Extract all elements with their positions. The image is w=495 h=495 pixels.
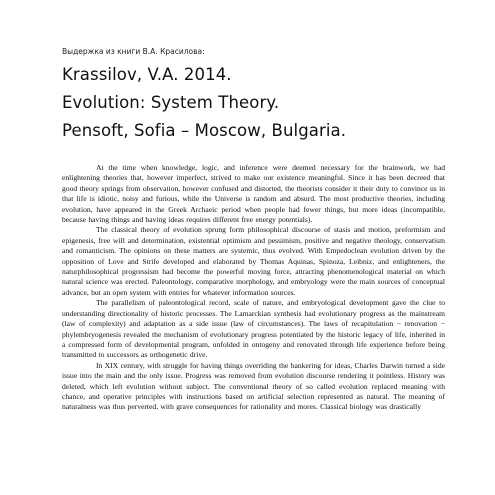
citation-title: Evolution: System Theory.	[62, 93, 280, 112]
paragraph: The parallelism of paleontological record, scale of nature, and embryological development gave the clue to understanding directionality of historic processes. The Lamarckian synthesis had evolutionary progress as the mainstream (law of complexity) and adaptation as a side issue (law of circumstances). The laws of recapitulation − renovation − phylembryogenesis revealed the mechanism of evolutionary progress potentiated by the historic legacy of life, inherited in a compressed form of developmental program, unfolded in ontogeny and renovated through life experience before being transmitted to successors as orthogenetic drive.	[62, 298, 445, 360]
paragraph: The classical theory of evolution sprung form philosophical discourse of stasis and motion, preformism and epigenesis, free will and determination, existential optimism and pessimism, positive and negative theology, conservatism and romanticism. The opinions on these matters are systemic, thus evolved. With Empedoclean evolution driven by the opposition of Love and Strife developed and elaborated by Thomas Aquinas, Spinoza, Leibniz, and enlighteners, the naturphilosophical progressism had become the powerful moving force, attracting phenomenological material on which natural science was erected. Paleontology, comparative morphology, and embryology were the main sources of conceptual advance, but an open system with entries for whatever information sources.	[62, 225, 445, 297]
body-text	[62, 163, 445, 413]
citation-authors-year: Krassilov, V.A. 2014.	[62, 65, 232, 84]
excerpt-note: Выдержка из книги В.А. Красилова:	[62, 47, 205, 56]
paragraph: In XIX century, with struggle for having things overriding the bankering for ideas, Charles Darwin turned a side issue into the main and the only issue. Progress was removed from evolution discourse rendering it pointless. History was deleted, which left evolution without subject. The conventional theory of so called evolution replaced meaning with chance, and operative principles with instructions based on artificial selection represented as natural. The meaning of naturalness was thus perverted, with grave consequences for rationality and mores. Classical biology was drastically	[62, 360, 445, 412]
paragraph: At the time when knowledge, logic, and inference were deemed necessary for the brainwork, we had enlightening theories that, however imperfect, strived to make our existence meaningful. Since it has been decreed that good theory springs from observation, however confused and distorted, the theorists consider it their duty to convince us in that life is idiotic, noisy and furious, while the Universe is random and absurd. The most productive theories, including evolution, have appeared in the Greek Archaeic period when people had fewer things, but more ideas (incompatible, because having things and having ideas requires different free energy potentials).	[62, 163, 445, 225]
citation-publisher: Pensoft, Sofia – Moscow, Bulgaria.	[62, 121, 347, 140]
